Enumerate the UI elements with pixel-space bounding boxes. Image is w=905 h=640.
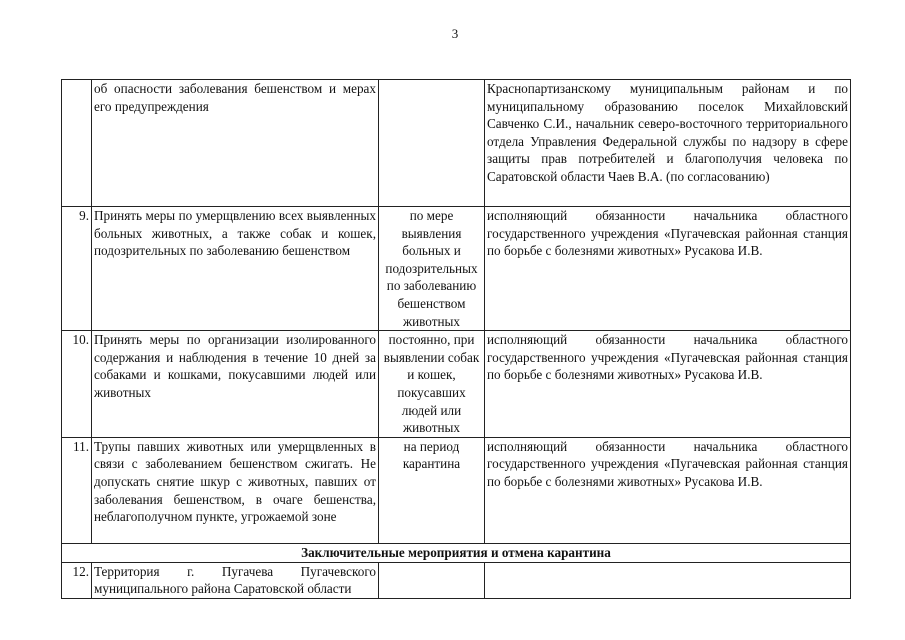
row-number: 9. [62, 207, 92, 331]
measure-text: Принять меры по умерщвлению всех выявленных больных животных, а также собак и кошек, подозрительных по заболеванию бешенством [92, 207, 379, 331]
measures-table [61, 79, 851, 599]
measure-text: об опасности заболевания бешенством и мерах его предупреждения [92, 80, 379, 207]
responsible-text: исполняющий обязанности начальника областного государственного учреждения «Пугачевская районная станция по борьбе с болезнями животных» Русакова И.В. [485, 331, 851, 438]
term-text [379, 562, 485, 598]
section-header-row [62, 543, 851, 562]
table-row [62, 562, 851, 598]
term-text: по мере выявления больных и подозрительных по заболеванию бешенством животных [379, 207, 485, 331]
term-text: постоянно, при выявлении собак и кошек, покусавших людей или животных [379, 331, 485, 438]
table-row [62, 80, 851, 207]
row-number: 12. [62, 562, 92, 598]
responsible-text: исполняющий обязанности начальника областного государственного учреждения «Пугачевская районная станция по борьбе с болезнями животных» Русакова И.В. [485, 437, 851, 543]
table-row [62, 207, 851, 331]
measure-text: Территория г. Пугачева Пугачевского муниципального района Саратовской области [92, 562, 379, 598]
row-number [62, 80, 92, 207]
responsible-text: исполняющий обязанности начальника областного государственного учреждения «Пугачевская районная станция по борьбе с болезнями животных» Русакова И.В. [485, 207, 851, 331]
term-text [379, 80, 485, 207]
responsible-text: Краснопартизанскому муниципальным районам и по муниципальному образованию поселок Михайловский Савченко С.И., начальник северо-восточного территориального отдела Управления Федеральной службы по надзору в сфере защиты прав потребителей и благополучия человека по Саратовской области Чаев В.А. (по согласованию) [485, 80, 851, 207]
section-title: Заключительные мероприятия и отмена карантина [62, 543, 851, 562]
page-number: 3 [451, 26, 459, 41]
term-text: на период карантина [379, 437, 485, 543]
row-number: 10. [62, 331, 92, 438]
table-row [62, 437, 851, 543]
row-number: 11. [62, 437, 92, 543]
measure-text: Трупы павших животных или умерщвленных в связи с заболеванием бешенством сжигать. Не допускать снятие шкур с животных, павших от заболевания бешенством, в очаге бешенства, неблагополучном пункте, угрожаемой зоне [92, 437, 379, 543]
table-row [62, 331, 851, 438]
responsible-text [485, 562, 851, 598]
measure-text: Принять меры по организации изолированного содержания и наблюдения в течение 10 дней за собаками и кошками, покусавшими людей или животных [92, 331, 379, 438]
